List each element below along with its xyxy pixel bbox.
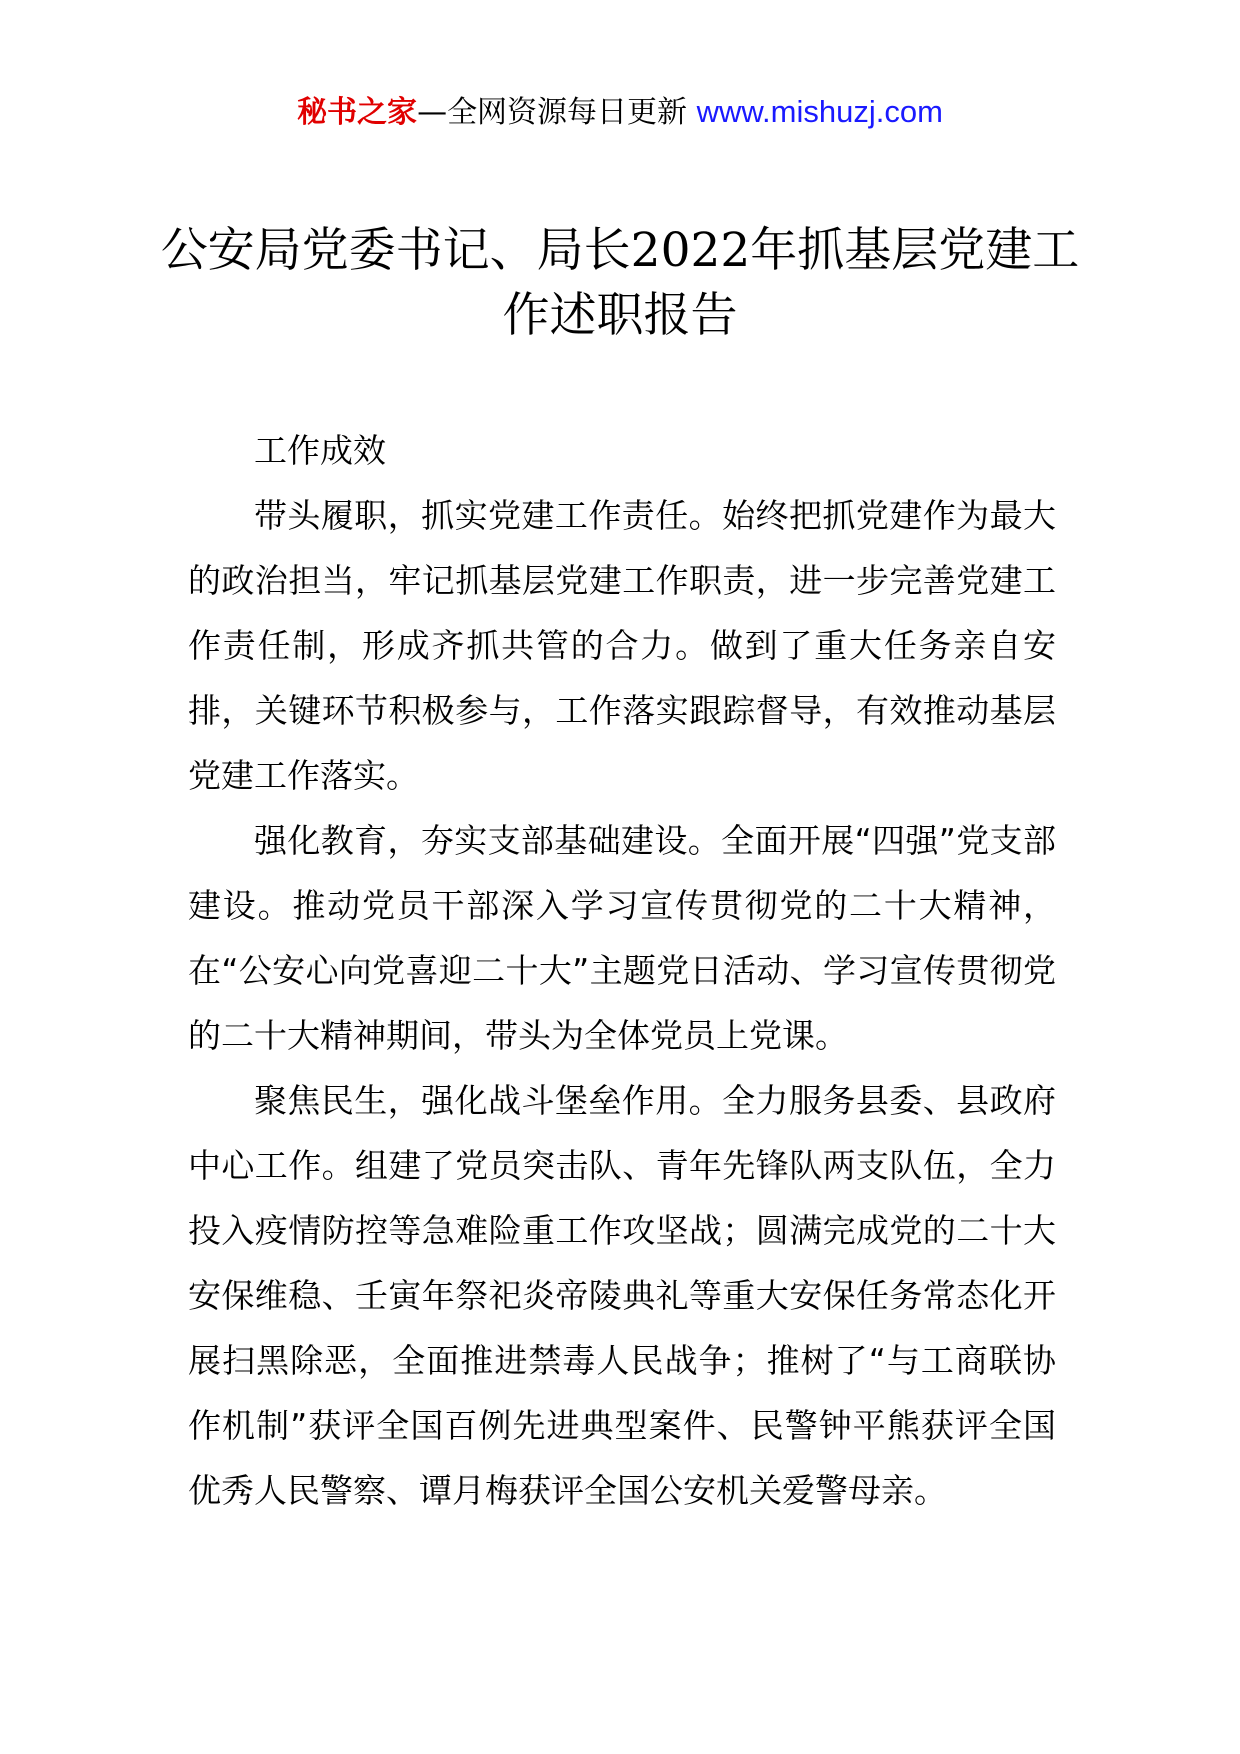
section-heading: 工作成效 xyxy=(254,431,386,470)
site-slogan: —全网资源每日更新 xyxy=(417,95,697,130)
paragraph-education: 强化教育，夯实支部基础建设。全面开展“四强”党支部建设。推动党员干部深入学习宣传贯彻党的二十大精神，在“公安心向党喜迎二十大”主题党日活动、学习宣传贯彻党的二十大精神期间，带头为全体党员上党课。 xyxy=(188,821,1056,1055)
site-url-link[interactable]: www.mishuzj.com xyxy=(696,94,943,129)
paragraph-livelihood: 聚焦民生，强化战斗堡垒作用。全力服务县委、县政府中心工作。组建了党员突击队、青年先锋队两支队伍，全力投入疫情防控等急难险重工作攻坚战；圆满完成党的二十大安保维稳、壬寅年祭祀炎帝陵典礼等重大安保任务常态化开展扫黑除恶，全面推进禁毒人民战争；推树了“与工商联协作机制”获评全国百例先进典型案件、民警钟平熊获评全国优秀人民警察、谭月梅获评全国公安机关爱警母亲。 xyxy=(188,1081,1056,1510)
site-banner xyxy=(0,92,1240,133)
site-brand-name: 秘书之家 xyxy=(297,95,418,130)
document-body xyxy=(188,418,1056,1523)
document-title: 公安局党委书记、局长2022年抓基层党建工作述职报告 xyxy=(160,223,1080,343)
paragraph-responsibility: 带头履职，抓实党建工作责任。始终把抓党建作为最大的政治担当，牢记抓基层党建工作职责，进一步完善党建工作责任制，形成齐抓共管的合力。做到了重大任务亲自安排，关键环节积极参与，工作落实跟踪督导，有效推动基层党建工作落实。 xyxy=(188,496,1056,795)
